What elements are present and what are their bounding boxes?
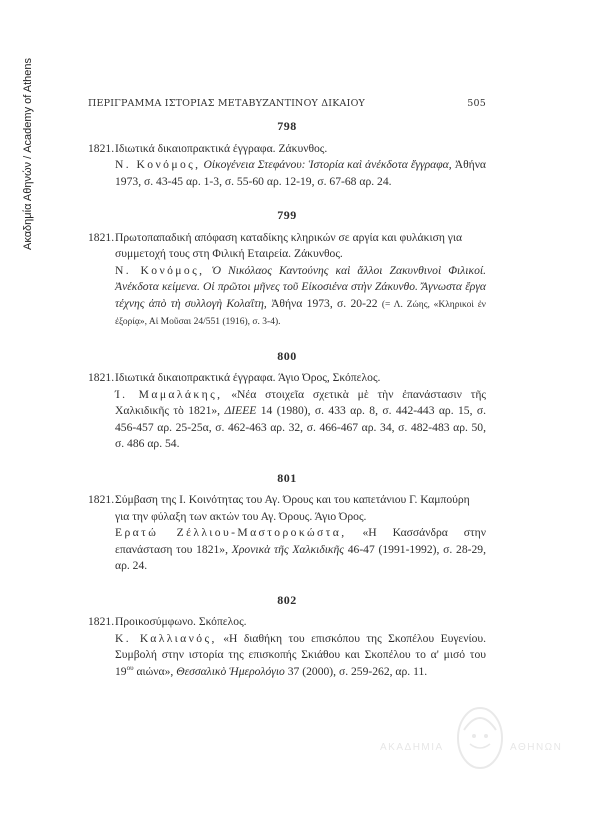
entry-800 <box>88 348 486 453</box>
page-number: 505 <box>467 98 486 109</box>
reference-superscript: ου <box>126 663 134 672</box>
reference-article-end: αιώνα», <box>136 664 174 678</box>
running-title: ΠΕΡΙΓΡΑΜΜΑ ΙΣΤΟΡΙΑΣ ΜΕΤΑΒΥΖΑΝΤΙΝΟΥ ΔΙΚΑΙΟΥ <box>88 98 366 109</box>
reference-journal: Χρονικὰ τῆς Χαλκιδικῆς <box>231 542 344 556</box>
athena-head-icon <box>450 700 510 780</box>
reference-note: (= Λ. Ζώης, «Κληρικοὶ ἐν ἐξορίᾳ», Αἱ Μοῦσαι 24/551 (1916), σ. 3-4). <box>115 299 486 327</box>
entry-number: 800 <box>277 348 297 363</box>
entry-reference <box>115 263 486 331</box>
entry-heading <box>88 492 486 525</box>
entry-title: Προικοσύμφωνο. Σκόπελος. <box>115 615 247 628</box>
entry-number: 802 <box>277 592 297 607</box>
entry-title: Ιδιωτικά δικαιοπρακτικά έγγραφα. Ζάκυνθος. <box>115 141 328 155</box>
entry-number: 799 <box>277 208 297 222</box>
entry-title: Ιδιωτικά δικαιοπρακτικά έγγραφα. Άγιο Όρος, Σκόπελος. <box>115 371 381 384</box>
reference-article: «Η Κασσάνδρα στην επανάσταση του 1821», <box>115 526 486 556</box>
entry-year: 1821. <box>88 371 115 384</box>
entry-heading <box>88 614 486 631</box>
entry-title: Πρωτοπαπαδική απόφαση καταδίκης κληρικών σε αργία και φυλάκιση για συμμετοχή τους στη Φιλική Εταιρεία. Ζάκυνθος. <box>115 230 463 260</box>
entry-reference <box>115 387 486 453</box>
watermark-left-text: ΑΚΑΔΗΜΙΑ <box>380 742 444 753</box>
entry-heading <box>88 370 486 387</box>
reference-title: Ὁ Νικόλαος Καντούνης καὶ ἄλλοι Ζακυνθινοὶ Φιλικοί. Ἀνέκδοτα κείμενα. Οἱ πρῶτοι μῆνες τοῦ Εἰκοσιένα στὴν Ζάκυνθο. Ἄγνωστα ἔργα τέχνης ἀπὸ τὴ συλλογὴ Κολαΐτη, <box>115 263 486 310</box>
reference-journal: ΔΙΕΕΕ <box>224 404 257 417</box>
entry-heading <box>88 141 486 158</box>
page-header <box>88 98 486 109</box>
reference-details: 14 (1980), σ. 433 αρ. 8, σ. 442-443 αρ. 15, σ. 456-457 αρ. 25-25α, σ. 462-463 αρ. 32, σ. 466-467 αρ. 34, σ. 482-483 αρ. 50, σ. 486 αρ. 54. <box>115 404 486 450</box>
entry-number: 801 <box>277 470 297 485</box>
reference-author: Ερατώ Ζέλλιου-Μαστοροκώστα, <box>115 526 347 539</box>
entry-reference <box>115 157 486 190</box>
entry-title: Σύμβαση της Ι. Κοινότητας του Αγ. Όρους και του καπετάνιου Γ. Καμπούρη για την φύλαξη των ακτών του Αγ. Όρους. Άγιο Όρος. <box>115 493 470 523</box>
entry-799 <box>88 207 486 331</box>
entry-heading <box>88 230 486 263</box>
reference-article: «Η διαθήκη του επισκόπου της Σκοπέλου Ευγενίου. Συμβολή στην ιστορία της επισκοπής Σκιάθου και Σκοπέλου το α' μισό του 19 <box>115 631 487 678</box>
entry-year: 1821. <box>88 493 115 506</box>
reference-details: Ἀθήνα 1973, σ. 20-22 <box>271 296 378 310</box>
reference-details: Ἀθήνα 1973, σ. 43-45 αρ. 1-3, σ. 55-60 αρ. 12-19, σ. 67-68 αρ. 24. <box>115 158 487 188</box>
entry-802 <box>88 592 486 681</box>
entry-798 <box>88 118 486 190</box>
academy-watermark <box>380 700 580 790</box>
reference-author: Ί. Μαμαλάκης, <box>115 387 223 401</box>
reference-author: Ν. Κονόμος, <box>115 158 201 171</box>
side-label-academy: Ακαδημία Αθηνών / Academy of Athens <box>22 57 34 250</box>
watermark-right-text: ΑΘΗΝΩΝ <box>510 742 563 753</box>
entry-year: 1821. <box>88 141 115 155</box>
reference-author: Κ. Καλλιανός, <box>115 631 217 645</box>
entry-year: 1821. <box>88 230 115 244</box>
reference-title: Οἰκογένεια Στεφάνου: Ἱστορία καὶ ἀνέκδοτα ἔγγραφα, <box>203 158 452 171</box>
reference-article: «Νέα στοιχεῖα σχετικὰ μὲ τὴν ἐπανάστασιν τῆς Χαλκιδικῆς τὸ 1821», <box>115 387 486 417</box>
entry-reference <box>115 525 486 575</box>
reference-details: 46-47 (1991-1992), σ. 28-29, αρ. 24. <box>115 542 486 572</box>
reference-details: 37 (2000), σ. 259-262, αρ. 11. <box>287 664 428 678</box>
entry-number: 798 <box>277 119 297 133</box>
entry-reference <box>115 631 486 681</box>
reference-journal: Θεσσαλικὸ Ἡμερολόγιο <box>176 664 285 678</box>
reference-author: Ν. Κονόμος, <box>115 263 205 277</box>
entry-801 <box>88 470 486 575</box>
entries-list <box>88 118 486 697</box>
entry-year: 1821. <box>88 615 115 628</box>
